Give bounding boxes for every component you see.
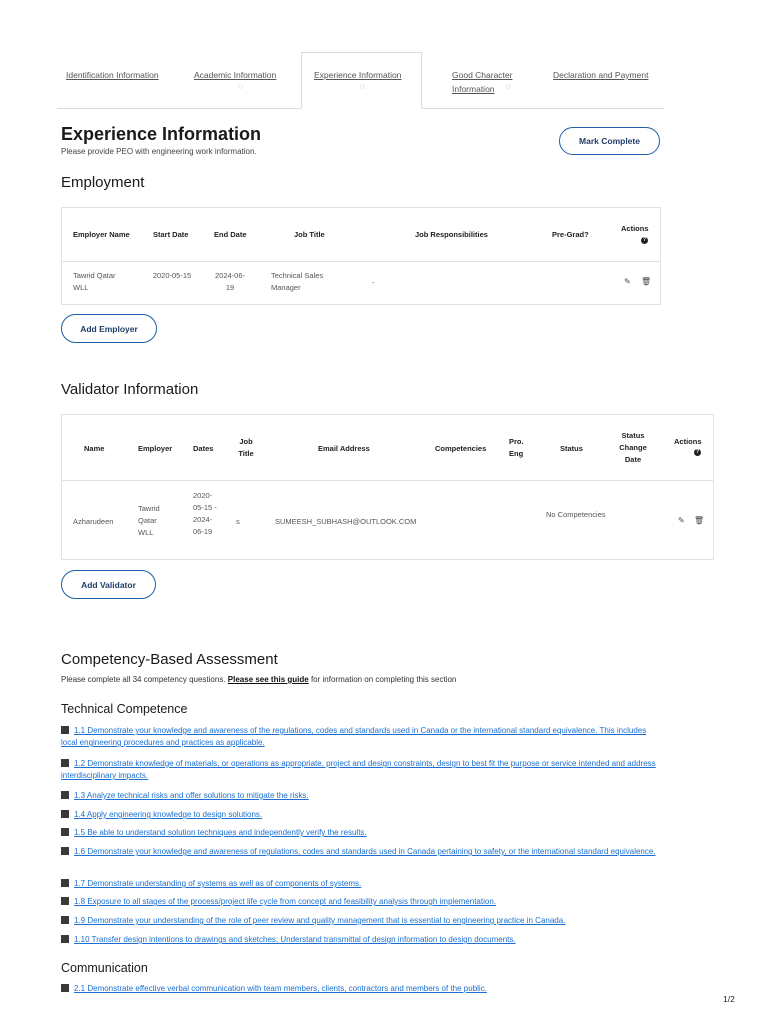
col-actions: Actions [674, 437, 702, 446]
mark-complete-button[interactable]: Mark Complete [559, 127, 660, 155]
status-square-icon [61, 897, 69, 905]
validator-name-cell: Azharudeen [73, 517, 114, 526]
status-square-icon [61, 984, 69, 992]
page-subtitle: Please provide PEO with engineering work information. [61, 147, 257, 156]
tab-label[interactable]: Academic Information [194, 70, 277, 80]
tab-label[interactable]: Declaration and Payment [553, 70, 649, 80]
status-square-icon [61, 935, 69, 943]
col-job-title: Job Title [294, 230, 325, 239]
competency-item [61, 915, 661, 927]
competency-link[interactable]: 1.8 Exposure to all stages of the process/project life cycle from concept and feasibility analysis through implementation. [74, 897, 496, 906]
tab-academic[interactable] [185, 52, 301, 109]
cba-desc-text: Please complete all 34 competency questions. [61, 675, 226, 684]
add-employer-button[interactable]: Add Employer [61, 314, 157, 343]
col-email-address: Email Address [318, 444, 370, 453]
competency-item [61, 725, 661, 749]
col-employer: Employer [138, 444, 173, 453]
start-date-cell: 2020-05-15 [152, 271, 192, 280]
competency-link[interactable]: 1.3 Analyze technical risks and offer solutions to mitigate the risks. [74, 791, 309, 800]
help-icon[interactable]: ? [695, 449, 700, 455]
edit-icon[interactable]: ✎ [624, 277, 631, 286]
validator-heading: Validator Information [61, 381, 199, 398]
row-divider [62, 480, 713, 481]
trash-icon[interactable]: 🗑 [694, 516, 705, 525]
competency-item [61, 827, 661, 839]
competency-link[interactable]: 1.7 Demonstrate understanding of systems as well as of components of systems. [74, 879, 362, 888]
status-square-icon [61, 726, 69, 734]
col-job-title: Job Title [238, 437, 254, 458]
status-square-icon [61, 916, 69, 924]
competency-link[interactable]: 1.9 Demonstrate your understanding of the role of peer review and quality management that is essential to engineering practice in Canada. [74, 916, 566, 925]
col-pro-eng: Pro. Eng [509, 437, 524, 458]
help-icon[interactable]: ? [642, 237, 647, 243]
spinner-icon: ◌ [506, 82, 511, 91]
status-square-icon [61, 879, 69, 887]
competency-item [61, 878, 661, 890]
competency-link[interactable]: 1.2 Demonstrate knowledge of materials, or operations as appropriate, project and design constraints, design to best fit the purpose or service intended and address interdisciplinary impacts. [61, 759, 656, 780]
guide-link[interactable]: Please see this guide [227, 675, 309, 684]
row-divider [62, 261, 660, 262]
status-square-icon [61, 828, 69, 836]
page-title: Experience Information [61, 124, 262, 144]
trash-icon[interactable]: 🗑 [641, 277, 652, 286]
col-actions: Actions [621, 224, 649, 233]
validator-dates-cell: 2020-05-15 - 2024-06-19 [193, 491, 217, 536]
tab-declaration[interactable] [537, 52, 664, 109]
validator-email-cell: SUMEESH_SUBHASH@OUTLOOK.COM [275, 517, 417, 526]
col-dates: Dates [193, 444, 214, 453]
technical-competence-heading: Technical Competence [61, 702, 188, 716]
competency-link[interactable]: 1.1 Demonstrate your knowledge and awareness of the regulations, codes and standards used in Canada or the international standard equivalence. This includes local engineering procedures and practices as applicable. [61, 726, 647, 747]
edit-icon[interactable]: ✎ [678, 516, 685, 525]
validator-status-cell: No Competencies [546, 510, 606, 519]
cba-description [61, 675, 456, 684]
tab-good-character[interactable] [422, 52, 537, 109]
col-end-date: End Date [214, 230, 247, 239]
validator-employer-cell: Tawrid Qatar WLL [138, 504, 160, 537]
communication-heading: Communication [61, 961, 148, 975]
competency-link[interactable]: 1.10 Transfer design intentions to drawings and sketches; Understand transmittal of design information to design documents. [74, 935, 516, 944]
competency-item [61, 896, 661, 908]
job-responsibilities-cell: - [372, 278, 375, 287]
status-square-icon [61, 791, 69, 799]
competency-link[interactable]: 1.6 Demonstrate your knowledge and awareness of regulations, codes and standards used in Canada pertaining to safety, or the international standard equivalence. [74, 847, 656, 856]
job-title-cell: Technical Sales Manager [271, 271, 324, 292]
competency-item [61, 809, 661, 821]
tab-experience[interactable] [301, 52, 422, 109]
col-status: Status [560, 444, 583, 453]
employer-name-cell: Tawrid Qatar WLL [73, 271, 116, 292]
add-validator-button[interactable]: Add Validator [61, 570, 156, 599]
col-job-responsibilities: Job Responsibilities [415, 230, 488, 239]
col-employer-name: Employer Name [73, 230, 130, 239]
competency-link[interactable]: 1.5 Be able to understand solution techniques and independently verify the results. [74, 828, 367, 837]
competency-link[interactable]: 1.4 Apply engineering knowledge to design solutions. [74, 810, 263, 819]
competency-item [61, 758, 661, 782]
col-pre-grad: Pre-Grad? [552, 230, 589, 239]
competency-link[interactable]: 2.1 Demonstrate effective verbal communication with team members, clients, contractors and members of the public. [74, 984, 487, 993]
competency-item [61, 934, 661, 946]
status-square-icon [61, 810, 69, 818]
status-square-icon [61, 847, 69, 855]
competency-item [61, 983, 661, 995]
col-start-date: Start Date [153, 230, 189, 239]
progress-tabs [57, 52, 664, 109]
validator-table [61, 414, 714, 560]
status-square-icon [61, 759, 69, 767]
col-competencies: Competencies [435, 444, 487, 453]
end-date-cell: 2024-06-19 [214, 271, 246, 292]
competency-item [61, 846, 661, 858]
page-number: 1/2 [723, 994, 735, 1004]
employment-table [61, 207, 661, 305]
employment-heading: Employment [61, 174, 145, 191]
tab-label[interactable]: Identification Information [66, 70, 159, 80]
tab-label[interactable]: Good Character Information [452, 70, 513, 94]
cba-heading: Competency-Based Assessment [61, 651, 278, 668]
competency-item [61, 790, 661, 802]
col-status-change-date: Status Change Date [619, 431, 647, 464]
tab-identification[interactable] [57, 52, 185, 109]
cba-desc-text-after: for information on completing this section [310, 675, 457, 684]
validator-job-title-cell: s [236, 517, 240, 526]
spinner-icon: ◌ [360, 82, 365, 91]
tab-label[interactable]: Experience Information [314, 70, 402, 80]
col-name: Name [84, 444, 105, 453]
spinner-icon: ◌ [238, 82, 243, 91]
